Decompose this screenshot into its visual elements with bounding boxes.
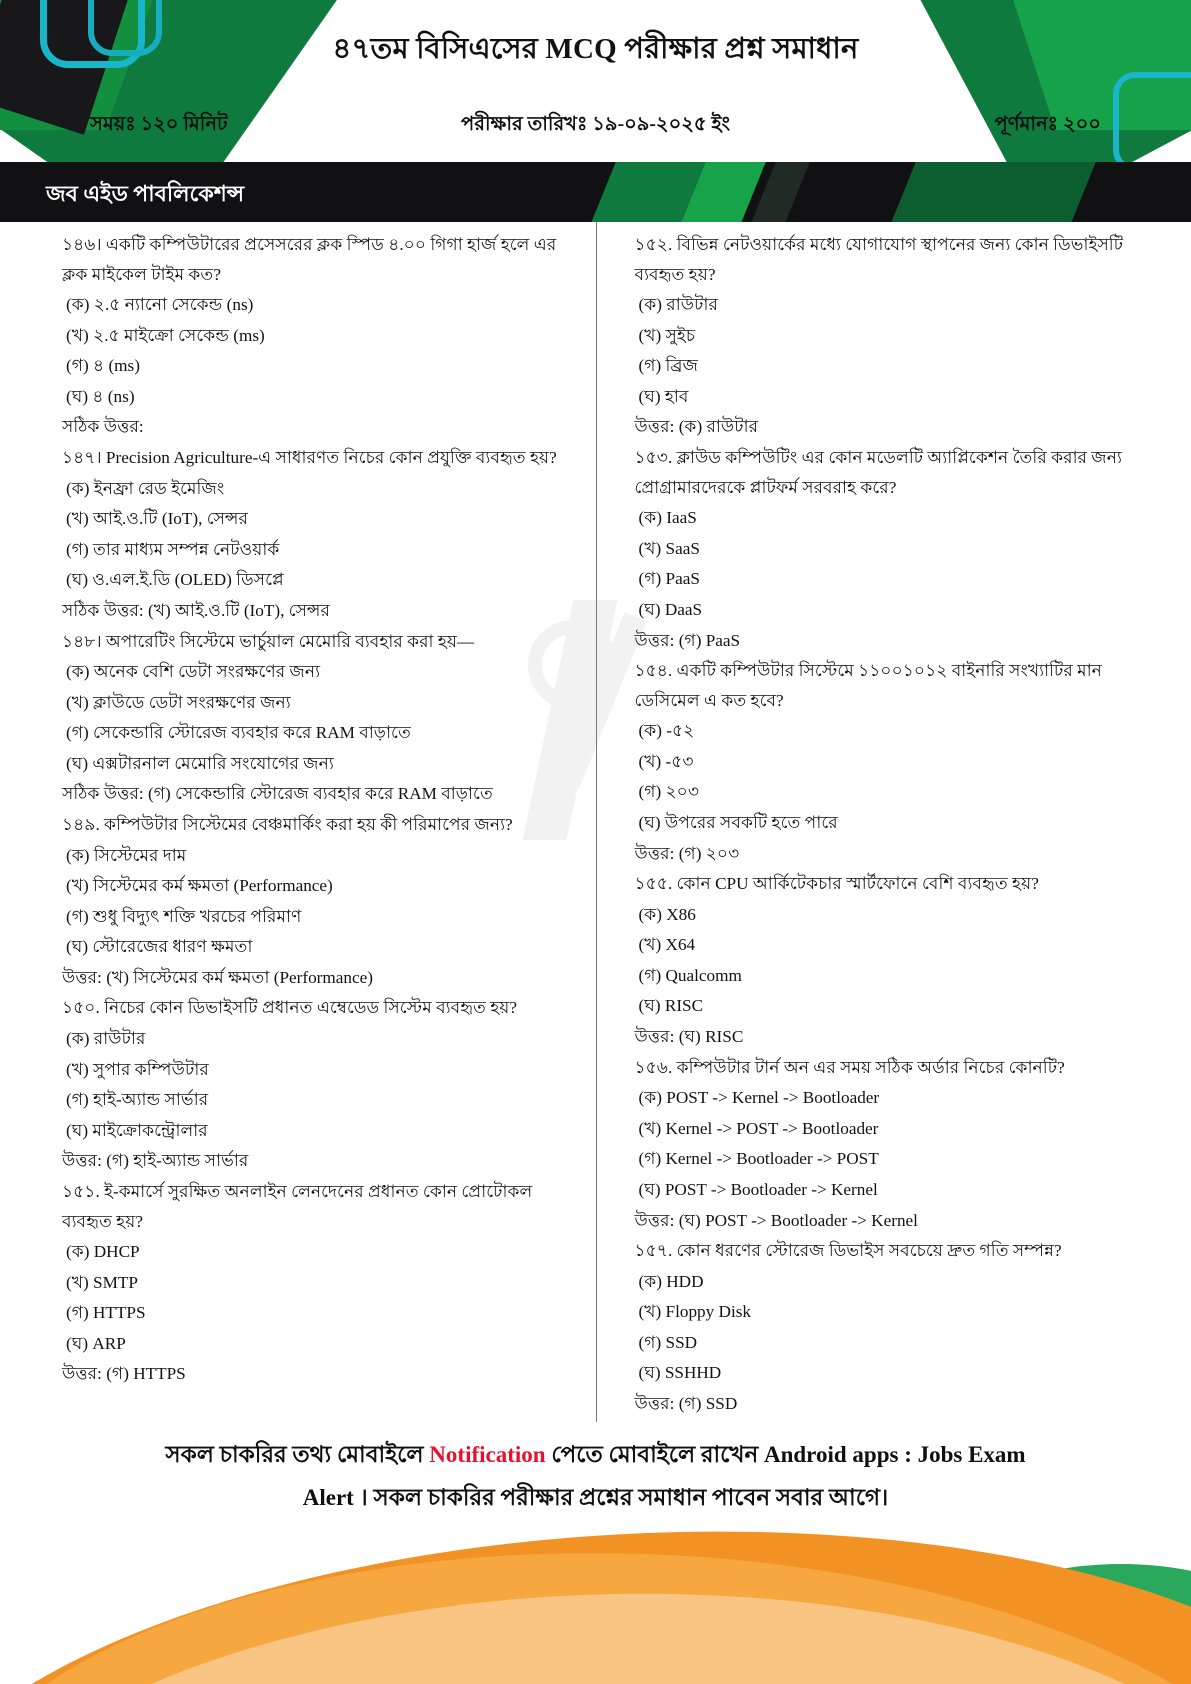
question-option: (গ) SSD bbox=[638, 1332, 698, 1352]
question-option: (ক) DHCP bbox=[66, 1242, 140, 1262]
question-option: (গ) PaaS bbox=[638, 569, 700, 589]
question-block bbox=[62, 1177, 568, 1389]
question-option: (খ) সুইচ bbox=[638, 325, 696, 345]
question-option: (খ) সুপার কম্পিউটার bbox=[66, 1059, 209, 1079]
question-option: (ঘ) উপরের সবকটি হতে পারে bbox=[638, 812, 838, 832]
question-option: (গ) Qualcomm bbox=[638, 965, 742, 985]
question-option: (গ) HTTPS bbox=[66, 1303, 146, 1323]
question-text: ১৪৭। Precision Agriculture-এ সাধারণত নিচের কোন প্রযুক্তি ব্যবহৃত হয়? bbox=[62, 448, 557, 468]
question-option: (ঘ) RISC bbox=[638, 996, 704, 1016]
question-option: (ক) ইনফ্রা রেড ইমেজিং bbox=[66, 478, 225, 498]
correct-answer: উত্তর: (গ) হাই-অ্যান্ড সার্ভার bbox=[62, 1151, 249, 1171]
question-option: (ক) HDD bbox=[638, 1271, 704, 1291]
question-text: ১৫৬. কম্পিউটার টার্ন অন এর সময় সঠিক অর্ডার নিচের কোনটি? bbox=[634, 1057, 1065, 1077]
question-option: (খ) SMTP bbox=[66, 1272, 138, 1292]
question-option: (খ) সিস্টেমের কর্ম ক্ষমতা (Performance) bbox=[66, 876, 333, 896]
correct-answer: উত্তর: (গ) HTTPS bbox=[62, 1364, 186, 1384]
correct-answer: উত্তর: (ঘ) POST -> Bootloader -> Kernel bbox=[634, 1210, 918, 1230]
footer-notification-highlight: Notification bbox=[429, 1442, 546, 1467]
question-option: (ক) রাউটার bbox=[66, 1029, 146, 1049]
question-text: ১৫১. ই-কমার্সে সুরক্ষিত অনলাইন লেনদেনের প্রধানত কোন প্রোটোকল ব্যবহৃত হয়? bbox=[62, 1181, 533, 1231]
correct-answer: সঠিক উত্তর: (খ) আই.ও.টি (IoT), সেন্সর bbox=[62, 600, 330, 620]
question-option: (গ) তার মাধ্যম সম্পন্ন নেটওয়ার্ক bbox=[66, 539, 280, 559]
question-option: (খ) X64 bbox=[638, 935, 696, 955]
question-option: (ঘ) স্টোরেজের ধারণ ক্ষমতা bbox=[66, 937, 253, 957]
question-option: (ঘ) ও.এল.ই.ডি (OLED) ডিসপ্লে bbox=[66, 570, 284, 590]
page-title: ৪৭তম বিসিএসের MCQ পরীক্ষার প্রশ্ন সমাধান bbox=[332, 33, 859, 65]
question-option: (গ) সেকেন্ডারি স্টোরেজ ব্যবহার করে RAM বাড়াতে bbox=[66, 723, 411, 743]
question-option: (গ) হাই-অ্যান্ড সার্ভার bbox=[66, 1090, 209, 1110]
publisher-bar bbox=[0, 162, 1191, 222]
page-footer bbox=[0, 1404, 1191, 1684]
question-block bbox=[635, 1053, 1148, 1235]
question-option: (ঘ) ARP bbox=[66, 1333, 126, 1353]
question-option: (ক) IaaS bbox=[638, 508, 697, 528]
question-option: (ঘ) POST -> Bootloader -> Kernel bbox=[638, 1179, 878, 1199]
question-block bbox=[62, 443, 568, 625]
question-option: (ক) সিস্টেমের দাম bbox=[66, 845, 187, 865]
question-text: ১৫৪. একটি কম্পিউটার সিস্টেমে ১১০০১০১২ বাইনারি সংখ্যাটির মান ডেসিমেল এ কত হবে? bbox=[634, 661, 1102, 710]
decoration-slash-4 bbox=[874, 162, 1107, 222]
question-option: (ক) অনেক বেশি ডেটা সংরক্ষণের জন্য bbox=[66, 662, 321, 682]
question-text: ১৪৮। অপারেটিং সিস্টেমে ভার্চুয়াল মেমোরি ব্যবহার করা হয়— bbox=[62, 631, 475, 651]
question-option: (গ) ২০৩ bbox=[638, 782, 700, 802]
correct-answer: উত্তর: (গ) SSD bbox=[634, 1393, 738, 1413]
question-option: (খ) আই.ও.টি (IoT), সেন্সর bbox=[66, 509, 249, 529]
question-option: (ক) রাউটার bbox=[638, 295, 718, 315]
question-text: ১৫৫. কোন CPU আর্কিটেকচার স্মার্টফোনে বেশি ব্যবহৃত হয়? bbox=[634, 874, 1039, 894]
question-block bbox=[62, 230, 568, 442]
question-block bbox=[635, 869, 1148, 1051]
question-column-left bbox=[0, 222, 596, 1422]
question-text: ১৫৭. কোন ধরণের স্টোরেজ ডিভাইস সবচেয়ে দ্রুত গতি সম্পন্ন? bbox=[634, 1241, 1062, 1261]
question-block bbox=[62, 993, 568, 1175]
exam-date: পরীক্ষার তারিখঃ ১৯-০৯-২০২৫ ইং bbox=[461, 114, 730, 135]
footer-line1-part1: সকল চাকরির তথ্য মোবাইলে bbox=[165, 1442, 430, 1467]
question-option: (গ) Kernel -> Bootloader -> POST bbox=[638, 1149, 879, 1169]
correct-answer: সঠিক উত্তর: (গ) সেকেন্ডারি স্টোরেজ ব্যবহার করে RAM বাড়াতে bbox=[62, 784, 493, 804]
question-text: ১৫০. নিচের কোন ডিভাইসটি প্রধানত এম্বেডেড সিস্টেম ব্যবহৃত হয়? bbox=[62, 998, 518, 1018]
question-option: (খ) Floppy Disk bbox=[638, 1302, 752, 1322]
question-content bbox=[0, 222, 1191, 1422]
footer-line1-part2: পেতে মোবাইলে রাখেন Android apps : Jobs Exam bbox=[545, 1442, 1026, 1467]
question-block bbox=[635, 656, 1148, 868]
question-option: (খ) SaaS bbox=[638, 538, 700, 558]
footer-promo-text bbox=[0, 1434, 1191, 1519]
question-text: ১৫৩. ক্লাউড কম্পিউটিং এর কোন মডেলটি অ্যাপ্লিকেশন তৈরি করার জন্য প্রোগ্রামারদেরকে প্লাটফর্ম সরবরাহ করে? bbox=[634, 448, 1122, 497]
exam-duration: সময়ঃ ১২০ মিনিট bbox=[90, 114, 228, 135]
question-option: (ক) -৫২ bbox=[638, 721, 695, 741]
question-option: (খ) ক্লাউডে ডেটা সংরক্ষণের জন্য bbox=[66, 692, 291, 712]
question-option: (ঘ) এক্সটারনাল মেমোরি সংযোগের জন্য bbox=[66, 753, 334, 773]
correct-answer: উত্তর: (গ) PaaS bbox=[634, 630, 741, 650]
question-option: (ঘ) ৪ (ns) bbox=[66, 386, 135, 406]
question-option: (ঘ) DaaS bbox=[638, 599, 703, 619]
question-block bbox=[62, 810, 568, 992]
question-text: ১৪৬। একটি কম্পিউটারের প্রসেসরের ক্লক স্পিড ৪.০০ গিগা হার্জ হলে এর ক্লক মাইকেল টাইম কত? bbox=[62, 235, 557, 284]
correct-answer: উত্তর: (ক) রাউটার bbox=[634, 417, 759, 437]
question-block bbox=[635, 230, 1148, 442]
question-option: (ঘ) হাব bbox=[638, 386, 689, 406]
question-option: (খ) -৫৩ bbox=[638, 751, 694, 771]
correct-answer: উত্তর: (খ) সিস্টেমের কর্ম ক্ষমতা (Performance) bbox=[62, 967, 373, 987]
exam-meta-row bbox=[0, 110, 1191, 142]
correct-answer: উত্তর: (গ) ২০৩ bbox=[634, 843, 740, 863]
question-option: (গ) শুধু বিদ্যুৎ শক্তি খরচের পরিমাণ bbox=[66, 906, 302, 926]
question-option: (ক) ২.৫ ন্যানো সেকেন্ড (ns) bbox=[66, 295, 254, 315]
question-option: (গ) ব্রিজ bbox=[638, 356, 699, 376]
question-block bbox=[62, 627, 568, 809]
question-block bbox=[635, 443, 1148, 655]
correct-answer: সঠিক উত্তর: bbox=[62, 417, 144, 437]
question-option: (খ) ২.৫ মাইক্রো সেকেন্ড (ms) bbox=[66, 325, 265, 345]
question-column-right bbox=[596, 222, 1191, 1422]
question-block bbox=[635, 1236, 1148, 1418]
question-option: (গ) ৪ (ms) bbox=[66, 356, 140, 376]
question-option: (ঘ) মাইক্রোকন্ট্রোলার bbox=[66, 1120, 208, 1140]
question-option: (ক) X86 bbox=[638, 904, 696, 924]
question-text: ১৫২. বিভিন্ন নেটওয়ার্কের মধ্যে যোগাযোগ স্থাপনের জন্য কোন ডিভাইসটি ব্যবহৃত হয়? bbox=[634, 235, 1124, 284]
question-text: ১৪৯. কম্পিউটার সিস্টেমের বেঞ্চমার্কিং করা হয় কী পরিমাপের জন্য? bbox=[62, 814, 513, 834]
question-option: (ঘ) SSHHD bbox=[638, 1363, 722, 1383]
question-option: (ক) POST -> Kernel -> Bootloader bbox=[638, 1088, 880, 1108]
question-option: (খ) Kernel -> POST -> Bootloader bbox=[638, 1118, 879, 1138]
correct-answer: উত্তর: (ঘ) RISC bbox=[634, 1027, 744, 1047]
publisher-name: জব এইড পাবলিকেশন্স bbox=[46, 181, 245, 206]
footer-line2: Alert । সকল চাকরির পরীক্ষার প্রশ্নের সমাধান পাবেন সবার আগে। bbox=[302, 1484, 889, 1510]
exam-total-marks: পূর্ণমানঃ ২০০ bbox=[994, 114, 1101, 135]
